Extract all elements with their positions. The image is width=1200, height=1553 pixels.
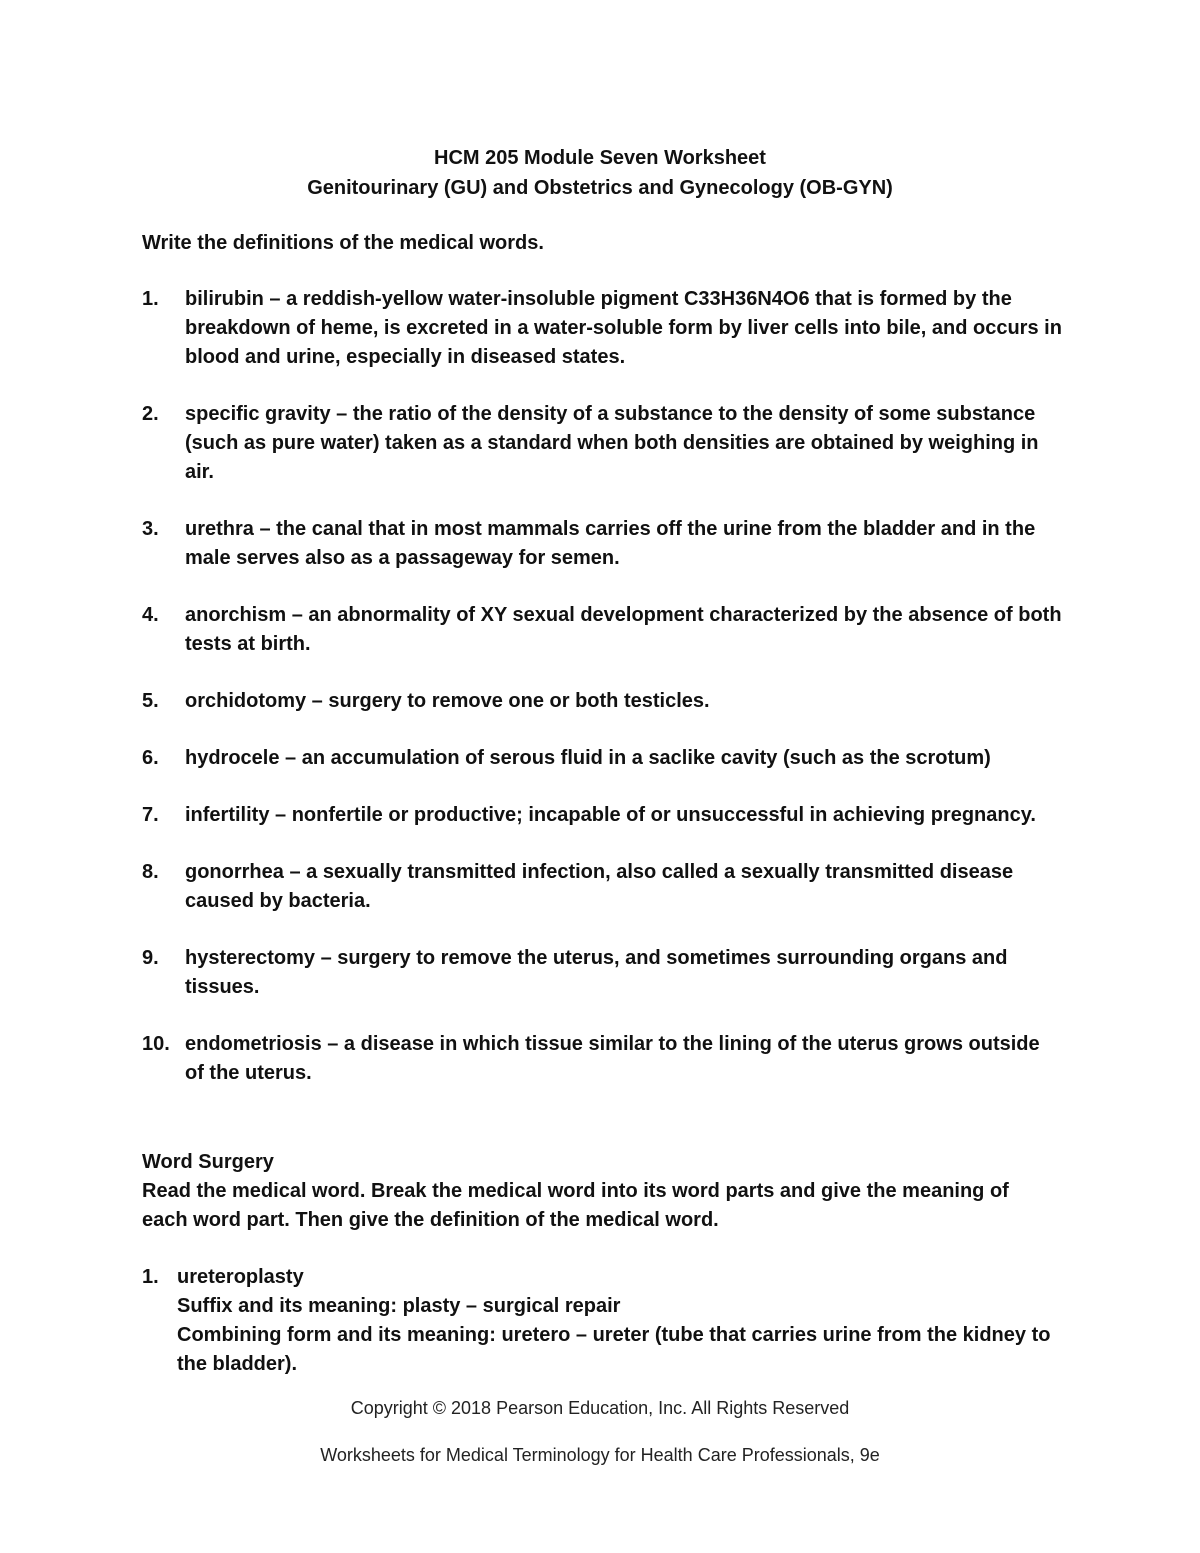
definition-text: anorchism – an abnormality of XY sexual development characterized by the absence of both tests at birth. (185, 604, 1062, 655)
word-surgery-list (142, 1263, 1062, 1379)
item-number: 5. (142, 690, 159, 712)
definitions-instruction: Write the definitions of the medical words. (142, 232, 544, 254)
definition-item (142, 515, 1062, 573)
item-number: 6. (142, 747, 159, 769)
definition-text: infertility – nonfertile or productive; incapable of or unsuccessful in achieving pregnancy. (185, 804, 1036, 826)
medical-word: ureteroplasty (177, 1266, 304, 1288)
definition-text: hydrocele – an accumulation of serous fluid in a saclike cavity (such as the scrotum) (185, 747, 991, 769)
item-number: 3. (142, 518, 159, 540)
item-number: 1. (142, 1266, 159, 1288)
definition-text: gonorrhea – a sexually transmitted infection, also called a sexually transmitted disease caused by bacteria. (185, 861, 1014, 912)
copyright-footer: Copyright © 2018 Pearson Education, Inc. All Rights Reserved (350, 1398, 850, 1418)
word-surgery-heading: Word Surgery (142, 1151, 274, 1173)
word-surgery-intro: Read the medical word. Break the medical word into its word parts and give the meaning of each word part. Then give the definition of the medical word. (142, 1180, 1009, 1231)
definition-item (142, 801, 1062, 830)
item-number: 2. (142, 403, 159, 425)
definition-text: urethra – the canal that in most mammals carries off the urine from the bladder and in the male serves also as a passageway for semen. (185, 518, 1036, 569)
book-title-footer: Worksheets for Medical Terminology for Health Care Professionals, 9e (320, 1445, 880, 1465)
item-number: 8. (142, 861, 159, 883)
definitions-list (142, 285, 1062, 1116)
document-header (0, 143, 1200, 203)
definition-item (142, 687, 1062, 716)
definition-text: bilirubin – a reddish-yellow water-insoluble pigment C33H36N4O6 that is formed by the breakdown of heme, is excreted in a water-soluble form by liver cells into bile, and occurs in blood and urine, especially in diseased states. (185, 288, 1062, 368)
definition-text: hysterectomy – surgery to remove the uterus, and sometimes surrounding organs and tissues. (185, 947, 1008, 998)
definition-text: endometriosis – a disease in which tissue similar to the lining of the uterus grows outside of the uterus. (185, 1033, 1040, 1084)
item-number: 10. (142, 1033, 170, 1055)
definition-item (142, 601, 1062, 659)
word-surgery-item (142, 1263, 1062, 1379)
suffix-meaning: Suffix and its meaning: plasty – surgical repair (177, 1295, 621, 1317)
item-number: 7. (142, 804, 159, 826)
item-number: 4. (142, 604, 159, 626)
combining-form-meaning: Combining form and its meaning: uretero – ureter (tube that carries urine from the kidney to the bladder). (177, 1324, 1051, 1375)
definition-item (142, 400, 1062, 487)
definition-item (142, 858, 1062, 916)
definition-text: specific gravity – the ratio of the density of a substance to the density of some substance (such as pure water) taken as a standard when both densities are obtained by weighing in air. (185, 403, 1039, 483)
item-number: 1. (142, 288, 159, 310)
definition-text: orchidotomy – surgery to remove one or both testicles. (185, 690, 710, 712)
definition-item (142, 744, 1062, 773)
document-title: HCM 205 Module Seven Worksheet (434, 147, 766, 169)
item-number: 9. (142, 947, 159, 969)
definition-item (142, 1030, 1062, 1088)
document-subtitle: Genitourinary (GU) and Obstetrics and Gynecology (OB-GYN) (307, 177, 893, 199)
definition-item (142, 944, 1062, 1002)
definition-item (142, 285, 1062, 372)
